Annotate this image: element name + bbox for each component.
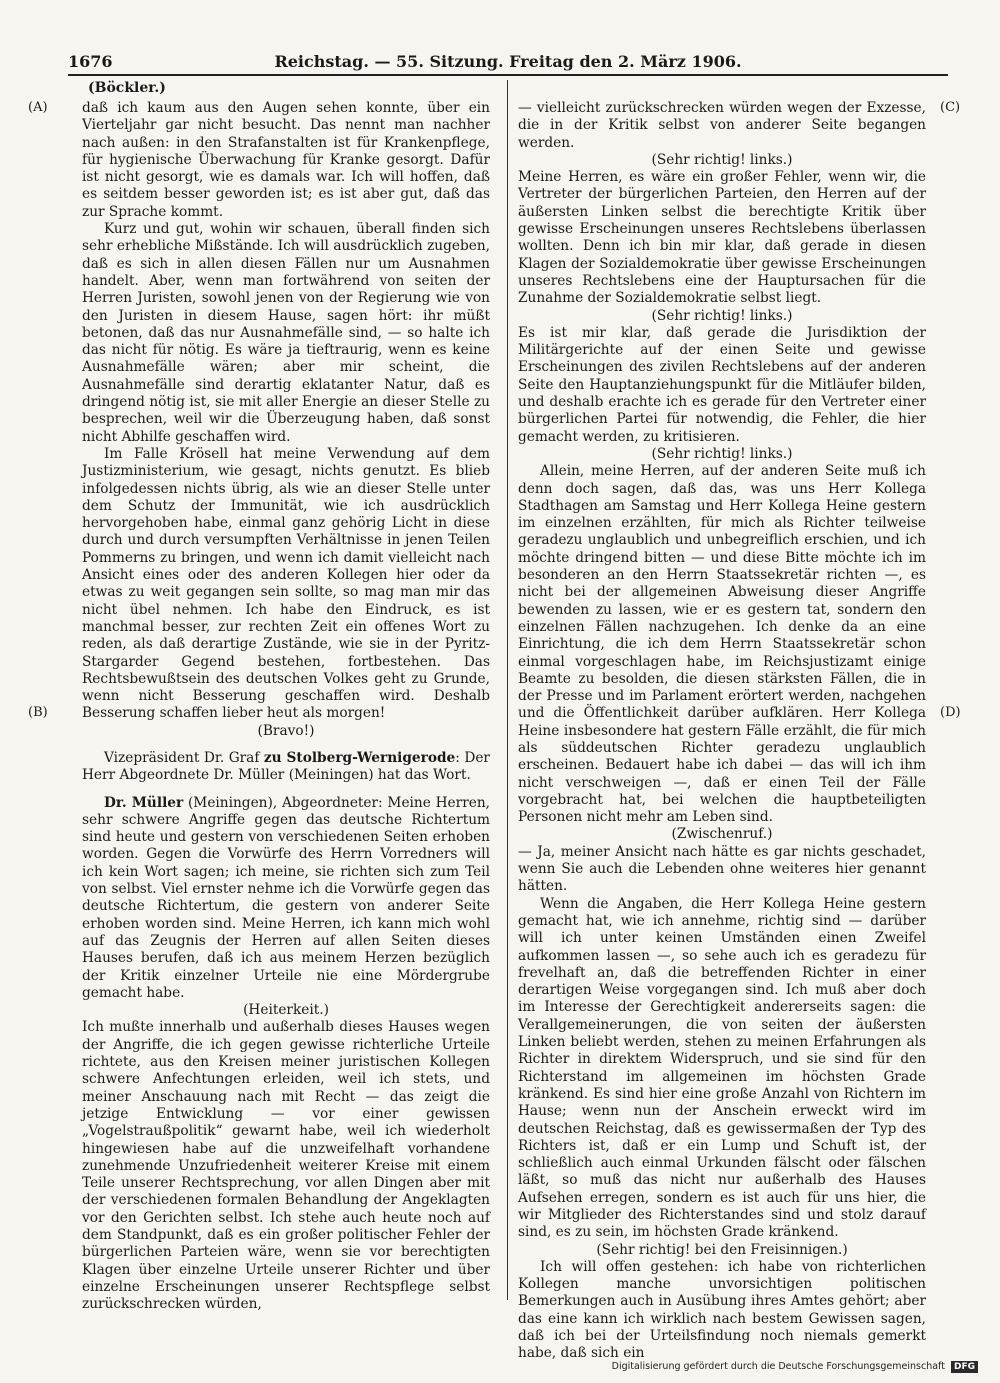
column-divider xyxy=(507,80,508,1300)
margin-marker-b: (B) xyxy=(28,705,48,720)
speaker-paragraph xyxy=(82,795,490,1003)
running-title: Reichstag. — 55. Sitzung. Freitag den 2. März 1906. xyxy=(274,52,742,71)
paragraph: Kurz und gut, wohin wir schauen, überall finden sich sehr erhebliche Mißstände. Ich will ausdrücklich zugeben, daß es sich in allen diesen Fällen nur um Ausnahmen handelt. Aber, wenn man fortwährend von seiten der Herren Juristen, sowohl jenen von der Regierung wie von den Juristen in diesem Hause, sagen hört: ihr müßt betonen, daß das nur Ausnahmefälle sind, — so halte ich das nicht für nötig. Es wäre ja tieftraurig, wenn es keine Ausnahmefälle wären; aber mir scheint, die Ausnahmefälle sind derartig eklatanter Natur, daß es dringend nötig ist, sie mit aller Energie an dieser Stelle zu besprechen, weil wir die Überzeugung haben, daß sonst nicht Abhilfe geschaffen wird. xyxy=(82,221,490,445)
interjection: (Bravo!) xyxy=(257,722,315,739)
paragraph: daß ich kaum aus den Augen sehen konnte, über ein Vierteljahr gar nicht besucht. Das nennt man nachher nach außen: in den Strafanstalten ist für Krankenpflege, für hygienische Überwachung für Kranke gesorgt. Dafür ist nicht gesorgt, wie es damals war. Ich will hoffen, daß es seitdem besser geworden ist; es ist aber gut, daß das zur Sprache kommt. xyxy=(82,100,490,220)
footer-text: Digitalisierung gefördert durch die Deutsche Forschungsgemeinschaft xyxy=(611,1361,945,1372)
page-header xyxy=(68,52,948,76)
speaker-paragraph xyxy=(82,750,490,785)
paragraph: Meine Herren, es wäre ein großer Fehler, wenn wir, die Vertreter der bürgerlichen Parteien, den Herren auf der äußersten Linken selbst die berechtigte Kritik über gewisse Erscheinungen unseres Rechtslebens überlassen wollten. Denn ich bin mir klar, daß gerade in diesen Klagen der Sozialdemokratie über gewisse Erscheinungen unseres Rechtslebens eine der Hauptursachen für die Zunahme der Sozialdemokratie selbst liegt. xyxy=(518,169,926,307)
speaker-name: Dr. Müller xyxy=(104,794,184,811)
paragraph: Es ist mir klar, daß gerade die Jurisdiktion der Militärgerichte auf der einen Seite und gewisse Erscheinungen des zivilen Rechtslebens auf der anderen Seite den Hauptanziehungspunkt für die Mitläufer bilden, und deshalb erachte ich es gerade für den Vertreter einer bürgerlichen Partei für notwendig, die Fehler, die hier gemacht werden, zu kritisieren. xyxy=(518,324,926,445)
speaker-text: : Der Herr Abgeordnete Dr. Müller (Meiningen) hat das Wort. xyxy=(82,749,490,784)
margin-marker-c: (C) xyxy=(940,100,961,115)
page-number: 1676 xyxy=(68,52,113,71)
margin-marker-d: (D) xyxy=(940,705,961,720)
speaker-role: Vizepräsident Dr. Graf xyxy=(104,749,264,766)
left-column xyxy=(82,100,490,1313)
paragraph: Im Falle Krösell hat meine Verwendung auf dem Justizministerium, wie gesagt, nichts genutzt. Es blieb infolgedessen nichts übrig, als wie an dieser Stelle unter dem Schutz der Immunität, wie ich ausdrücklich hervorgehoben habe, einmal ganz gehörig Licht in diese durch und durch versumpften Verhältnisse in jenen Teilen Pommerns zu bringen, und wenn ich damit vielleicht nach Ansicht eines oder des anderen Kollegen hier oder da etwas zu weit gegangen sein sollte, so mag man mir das nicht übel nehmen. Ich habe den Eindruck, es ist manchmal besser, zur rechten Zeit ein offenes Wort zu reden, als daß derartige Zustände, wie sie in der Pyritz-Stargarder Gegend bestehen, fortbestehen. Das Rechtsbewußtsein des deutschen Volkes geht zu Grunde, wenn nicht Besserung geschaffen wird. Deshalb Besserung schaffen lieber heut als morgen! xyxy=(82,445,490,722)
interjection: (Heiterkeit.) xyxy=(243,1002,329,1019)
paragraph: Wenn die Angaben, die Herr Kollega Heine gestern gemacht hat, wie ich annehme, richtig sind — darüber will ich unter keinen Umständen einen Zweifel aufkommen lassen —, so sehe auch ich es geradezu für frevelhaft an, daß die betreffenden Richter in einer derartigen Weise vorgegangen sind. Ich muß aber doch im Interesse der Gerechtigkeit andererseits sagen: die Verallgemeinerungen, die von seiten der äußersten Linken beliebt werden, stehen zu meinen Erfahrungen als Richter in direktem Widerspruch, und sie sind für den Richterstand im allgemeinen im höchsten Grade kränkend. Es sind hier eine große Anzahl von Richtern im Hause; wenn nun der Anschein erweckt wird im deutschen Reichstag, daß es gewissermaßen der Typ des Richters ist, daß er ein Lump und Schuft ist, der schließlich auch einmal Urkunden fälscht oder fälschen läßt, so muß das nicht nur außerhalb des Hauses Aufsehen erregen, sondern es ist auch für uns hier, die wir Mitglieder des Richterstandes sind und stolz darauf sind, es zu sein, im höchsten Grade kränkend. xyxy=(518,895,926,1241)
dfg-logo: DFG xyxy=(951,1361,978,1373)
interjection: (Sehr richtig! links.) xyxy=(651,307,793,324)
paragraph: Ich mußte innerhalb und außerhalb dieses Hauses wegen der Angriffe, die ich gegen gewisse richterliche Urteile richtete, aus den Kreisen meiner juristischen Kollegen schwere Anfechtungen erleiden, weil ich stets, und meiner Anschauung nach mit Recht — das zeigt die jetzige Entwicklung — vor einer gewissen „Vogelstraußpolitik“ gewarnt habe, weil ich wiederholt hingewiesen habe auf die unzweifelhaft vorhandene zunehmende Unzufriedenheit weiterer Kreise mit einem Teile unserer Rechtsprechung, vor allen Dingen aber mit der verschiedenen formalen Behandlung der Angeklagten vor den Gerichten selbst. Ich stehe auch heute noch auf dem Standpunkt, daß es ein großer politischer Fehler der bürgerlichen Parteien wäre, wenn sie vor berechtigten Klagen über einzelne Urteile unserer Richter und über einzelne Erscheinungen unserer Rechtspflege selbst zurückschrecken würden, xyxy=(82,1019,490,1313)
interjection: (Sehr richtig! links.) xyxy=(651,445,793,462)
paragraph: — Ja, meiner Ansicht nach hätte es gar nichts geschadet, wenn Sie auch die Lebenden ohne weiteres hier genannt hätten. xyxy=(518,843,926,895)
paragraph: — vielleicht zurückschrecken würden wegen der Exzesse, die in der Kritik selbst von anderer Seite begangen werden. xyxy=(518,100,926,151)
footer-credit xyxy=(612,1361,978,1373)
interjection: (Zwischenruf.) xyxy=(671,826,773,843)
paragraph: Ich will offen gestehen: ich habe von richterlichen Kollegen manche unvorsichtigen politischen Bemerkungen auch in Ausübung ihres Amtes gehört; aber das eine kann ich wirklich nach bestem Gewissen sagen, daß ich bei der Urteilsfindung noch niemals gemerkt habe, daß sich ein xyxy=(518,1258,926,1362)
speaker-text: (Meiningen), Abgeordneter: Meine Herren, sehr schwere Angriffe gegen das deutsche Richtertum sind heute und gestern von verschiedenen Seiten erhoben worden. Gegen die Vorwürfe des Herrn Vorredners will ich kein Wort sagen; ich meine, sie richten sich zum Teil von selbst. Viel ernster nehme ich die Vorwürfe gegen das deutsche Richtertum, die gestern von anderer Seite erhoben worden sind. Meine Herren, ich kann mich wohl auf das Zeugnis der Herren auf allen Seiten dieses Hauses berufen, daß ich aus meinem Herzen bezüglich der Kritik einzelner Urteile nie eine Mördergrube gemacht habe. xyxy=(82,794,491,1001)
paragraph: Allein, meine Herren, auf der anderen Seite muß ich denn doch sagen, daß das, was uns Herr Kollega Stadthagen am Samstag und Herr Kollega Heine gestern im einzelnen erzählten, für mich als Richter teilweise geradezu unglaublich und unbegreiflich erschien, und ich möchte dringend bitten — und diese Bitte möchte ich im besonderen an den Herrn Staatssekretär richten —, es nicht bei der allgemeinen Abweisung dieser Angriffe bewenden zu lassen, wie er es gestern tat, sondern den einzelnen Fällen nachzugehen. Ich denke da an eine Einrichtung, die ich dem Herrn Staatssekretär schon einmal vorgeschlagen habe, im Reichsjustizamt einige Beamte zu besolden, die diesen stärksten Fällen, die in der Presse und im Parlament erörtert werden, nachgehen und die Öffentlichkeit darüber aufklären. Herr Kollega Heine insbesondere hat gestern Fälle erzählt, die für mich als süddeutschen Richter geradezu unglaublich erscheinen. Bedauert habe ich dabei — das will ich ihm nicht verschweigen —, daß er einen Teil der Fälle vorgebracht hat, bei welchen die hauptbeteiligten Personen nicht mehr am Leben sind. xyxy=(518,463,926,826)
margin-marker-a: (A) xyxy=(28,100,48,115)
interjection: (Sehr richtig! links.) xyxy=(651,151,793,168)
right-column xyxy=(518,100,926,1363)
interjection: (Sehr richtig! bei den Freisinnigen.) xyxy=(596,1241,848,1258)
speaker-tag: (Böckler.) xyxy=(88,80,166,96)
speaker-name: zu Stolberg-Wernigerode xyxy=(263,749,456,766)
